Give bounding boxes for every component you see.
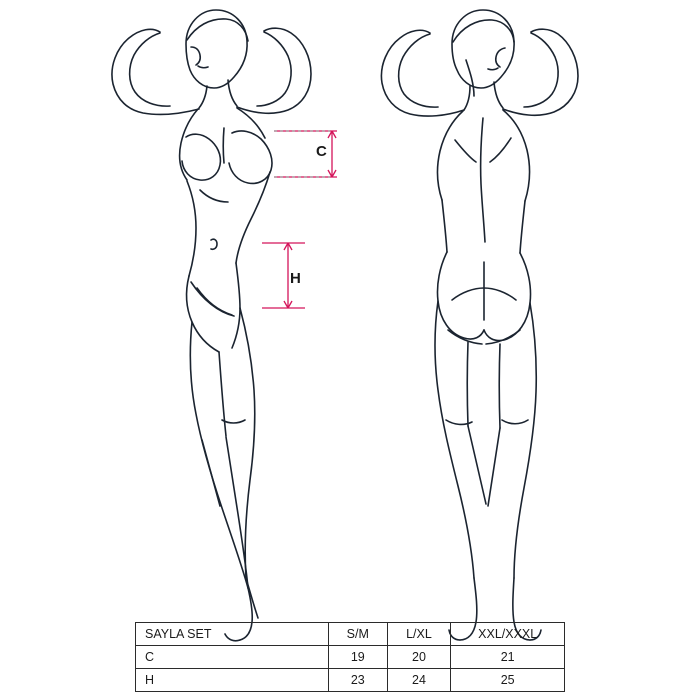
table-cell-h-xxl: 25 <box>451 669 565 692</box>
table-header-size-xxl: XXL/XXXL <box>451 623 565 646</box>
table-row-label-c: C <box>136 646 329 669</box>
table-cell-h-sm: 23 <box>329 669 388 692</box>
table-header-product: SAYLA SET <box>136 623 329 646</box>
table-header-size-lxl: L/XL <box>387 623 451 646</box>
measurement-label-h: H <box>290 270 302 287</box>
table-cell-c-lxl: 20 <box>387 646 451 669</box>
measurement-label-c: C <box>316 143 328 160</box>
table-row-label-h: H <box>136 669 329 692</box>
table-cell-c-xxl: 21 <box>451 646 565 669</box>
size-table <box>135 622 565 692</box>
table-header-row <box>136 623 565 646</box>
table-cell-h-lxl: 24 <box>387 669 451 692</box>
table-row <box>136 669 565 692</box>
table-cell-c-sm: 19 <box>329 646 388 669</box>
table-row <box>136 646 565 669</box>
table-header-size-sm: S/M <box>329 623 388 646</box>
